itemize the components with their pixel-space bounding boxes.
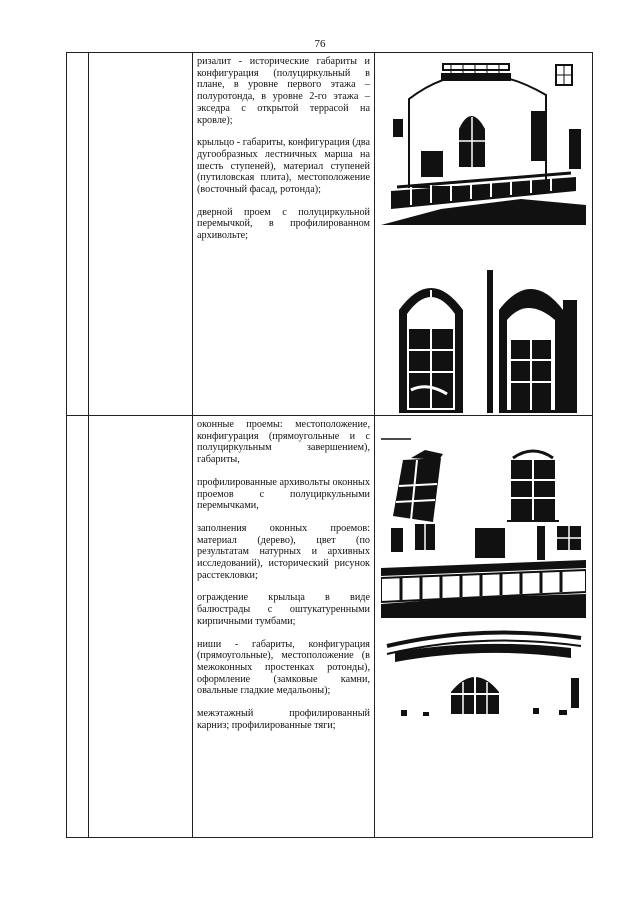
photo-rotunda-exedra-terrace [381, 59, 586, 225]
object-cell [89, 53, 193, 416]
paragraph: ограждение крыльца в виде балюстрады с оштукатуренными кирпичными тумбами; [197, 592, 370, 627]
table-row [67, 416, 593, 838]
photo-arched-window-cornice [381, 628, 586, 726]
paragraph: оконные проемы: местоположение, конфигурация (прямоугольные и с полуциркульным завершением), габариты, [197, 419, 370, 466]
paragraph: дверной проем с полуциркульной перемычкой, в профилированном архивольте; [197, 206, 370, 242]
description-cell [193, 53, 375, 416]
photo-windows [381, 436, 586, 536]
photo-cell [375, 416, 593, 838]
photo-porch-balustrade [381, 522, 586, 618]
object-cell [89, 416, 193, 838]
description-cell [193, 416, 375, 838]
number-cell [67, 416, 89, 838]
monument-features-table [66, 52, 593, 838]
page-number: 76 [314, 38, 326, 50]
paragraph: межэтажный профилированный карниз; профилированные тяги; [197, 708, 370, 731]
photo-arched-doorways [387, 270, 582, 413]
photo-cell [375, 53, 593, 416]
paragraph: крыльцо - габариты, конфигурация (два дугообразных лестничных марша на шесть ступеней), материал ступеней (путиловская плита), местоположение (восточный фасад, ротонда); [197, 137, 370, 196]
paragraph: профилированные архивольты оконных проемов с полуциркульными перемычками, [197, 476, 370, 512]
paragraph: ризалит - исторические габариты и конфигурация (полуциркульный в плане, в уровне первого этажа – полуротонда, в уровне 2-го этажа – экседра с открытой террасой на кровле); [197, 56, 370, 126]
paragraph: ниши - габариты, конфигурация (прямоугольные), местоположение (в межоконных простенках ротонды), оформление (замковые камни, овальные гладкие медальоны); [197, 638, 370, 697]
paragraph: заполнения оконных проемов: материал (дерево), цвет (по результатам натурных и архивных исследований), исторический рисунок расстекловки; [197, 522, 370, 581]
number-cell [67, 53, 89, 416]
table-row [67, 53, 593, 416]
